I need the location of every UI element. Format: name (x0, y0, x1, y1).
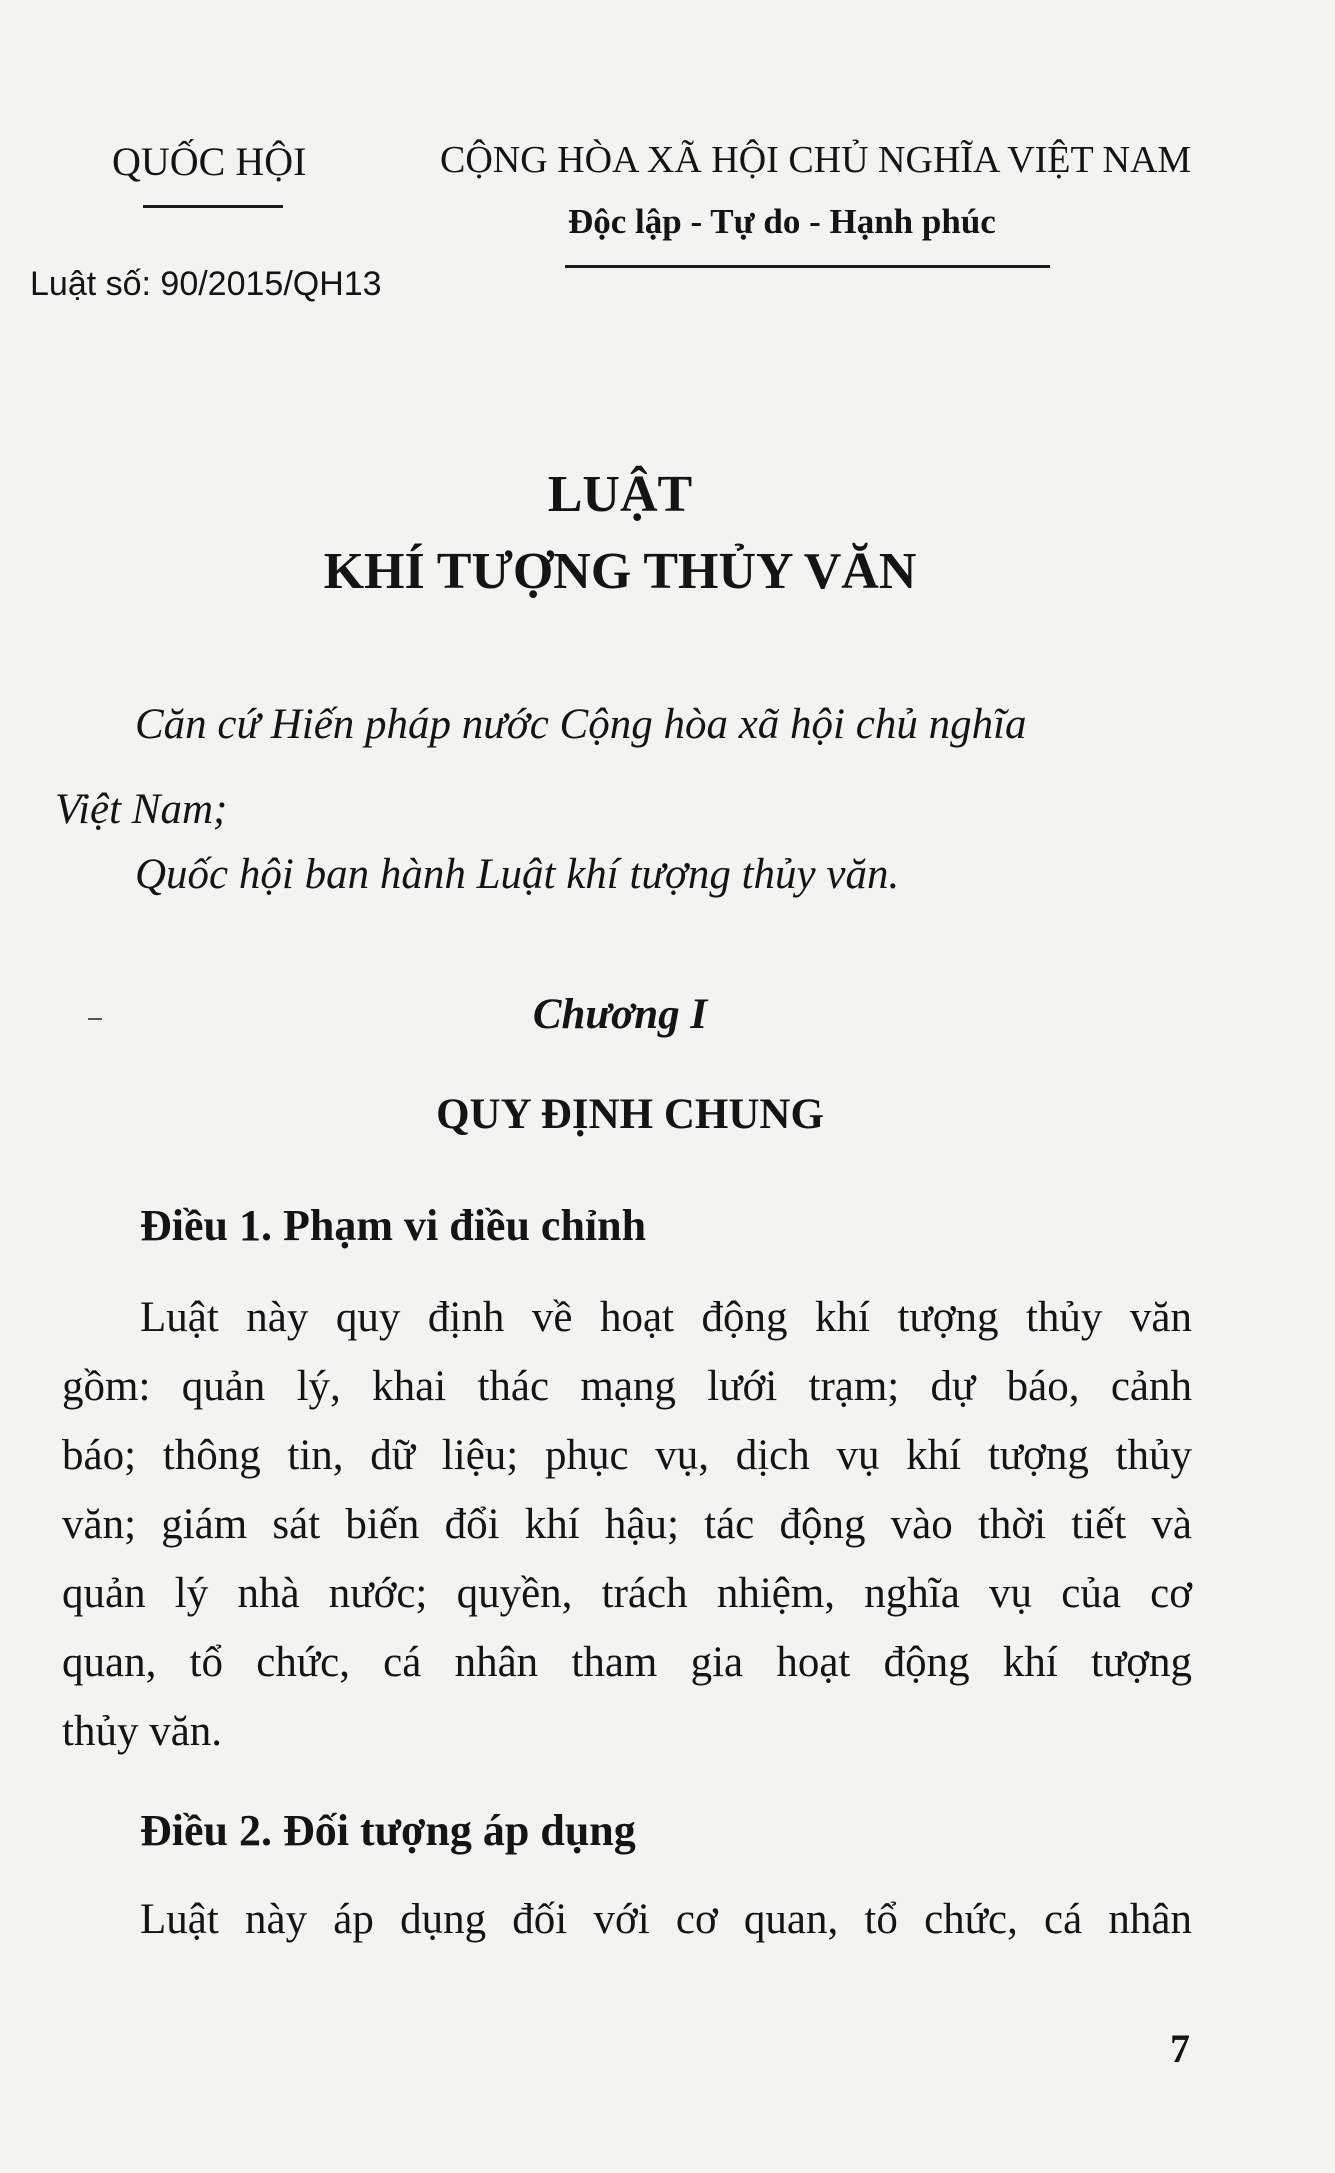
organization-name: QUỐC HỘI (112, 139, 307, 184)
article2-heading: Điều 2. Đối tượng áp dụng (140, 1806, 636, 1855)
page-number: 7 (1170, 2026, 1190, 2071)
article1-line: quan, tổ chức, cá nhân tham gia hoạt động khí tượng (62, 1639, 1192, 1686)
article1-line: gồm: quản lý, khai thác mạng lưới trạm; dự báo, cảnh (62, 1363, 1192, 1410)
article2-line: Luật này áp dụng đối với cơ quan, tổ chức, cá nhân (140, 1896, 1192, 1943)
article1-body (62, 1283, 1192, 1766)
article1-line: báo; thông tin, dữ liệu; phục vụ, dịch vụ khí tượng thủy (62, 1432, 1192, 1479)
article1-line: văn; giám sát biến đổi khí hậu; tác động vào thời tiết và (62, 1501, 1192, 1548)
article1-line: Luật này quy định về hoạt động khí tượng thủy văn (140, 1294, 1192, 1341)
organization-underline (143, 205, 283, 208)
article2-body (62, 1885, 1192, 1954)
article1-line: thủy văn. (62, 1708, 223, 1755)
preamble-line2: Việt Nam; (55, 786, 228, 833)
chapter-label: Chương I (532, 991, 708, 1038)
article1-line: quản lý nhà nước; quyền, trách nhiệm, nghĩa vụ của cơ (62, 1570, 1192, 1617)
motto-underline (565, 265, 1050, 268)
chapter-title: QUY ĐỊNH CHUNG (436, 1091, 824, 1138)
nation-name: CỘNG HÒA XÃ HỘI CHỦ NGHĨA VIỆT NAM (440, 139, 1192, 181)
preamble-line1: Căn cứ Hiến pháp nước Cộng hòa xã hội chủ nghĩa (135, 701, 1027, 748)
article1-heading: Điều 1. Phạm vi điều chỉnh (140, 1201, 647, 1250)
document-title-line1: LUẬT (547, 466, 693, 523)
law-number: Luật số: 90/2015/QH13 (30, 265, 382, 303)
document-title-line2: KHÍ TƯỢNG THỦY VĂN (323, 543, 917, 600)
preamble-line3: Quốc hội ban hành Luật khí tượng thủy văn. (135, 851, 900, 898)
national-motto: Độc lập - Tự do - Hạnh phúc (568, 202, 996, 241)
